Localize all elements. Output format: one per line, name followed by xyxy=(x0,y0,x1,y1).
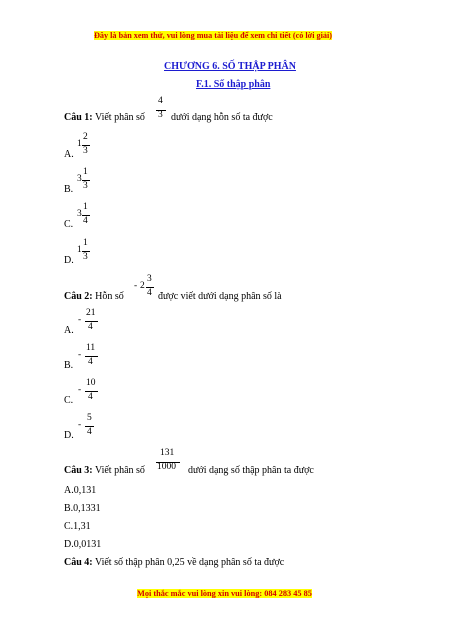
q1-fraction-numerator: 4 xyxy=(158,96,163,106)
question-1-label: Câu 1: xyxy=(64,112,93,123)
q2-option-c-sign: - xyxy=(78,385,82,395)
question-3-text-after: dưới dạng số thập phân ta được xyxy=(188,465,314,476)
q1-option-a-den: 3 xyxy=(83,146,88,156)
section-title: F.1. Số thập phân xyxy=(196,79,271,90)
q2-option-c-letter: C. xyxy=(64,395,74,406)
q3-option-a: A.0,131 xyxy=(64,485,97,496)
q1-option-a-letter: A. xyxy=(64,149,74,160)
question-3-text-before: Viết phân số xyxy=(94,465,145,476)
question-2-text-after: được viết dưới dạng phân số là xyxy=(158,291,282,302)
q1-option-c-num: 1 xyxy=(83,202,88,212)
q1-option-b-den: 3 xyxy=(83,181,88,191)
q2-mixed-num: 3 xyxy=(147,274,152,284)
q2-option-a-sign: - xyxy=(78,315,82,325)
question-4-text: Viết số thập phân 0,25 về dạng phân số ta được xyxy=(94,557,285,568)
q2-option-d-sign: - xyxy=(78,420,82,430)
q2-option-b-letter: B. xyxy=(64,360,74,371)
question-2-label: Câu 2: xyxy=(64,291,93,302)
q2-mixed-den: 4 xyxy=(147,288,152,298)
question-2-text-before: Hỗn số xyxy=(95,291,124,302)
chapter-title: CHƯƠNG 6. SỐ THẬP PHÂN xyxy=(164,61,296,72)
q1-option-a-whole: 1 xyxy=(77,139,82,149)
q2-option-c-den: 4 xyxy=(88,392,93,402)
q3-option-d: D.0,0131 xyxy=(64,539,102,550)
question-1-text-after: dưới dạng hỗn số ta được xyxy=(171,112,273,123)
q1-fraction-denominator: 3 xyxy=(158,110,163,120)
q2-option-b-den: 4 xyxy=(88,357,93,367)
q2-option-a-den: 4 xyxy=(88,322,93,332)
q1-option-b-num: 1 xyxy=(83,167,88,177)
q2-option-d-num: 5 xyxy=(87,413,92,423)
question-3 xyxy=(64,465,145,476)
q2-option-d-den: 4 xyxy=(87,427,92,437)
q3-fraction-numerator: 131 xyxy=(160,448,175,458)
q1-option-c-den: 4 xyxy=(83,216,88,226)
question-3-label: Câu 3: xyxy=(64,465,93,476)
q2-mixed-whole: 2 xyxy=(140,281,145,291)
q1-option-d-num: 1 xyxy=(83,238,88,248)
q2-option-a-num: 21 xyxy=(86,308,96,318)
q1-option-c-whole: 3 xyxy=(77,209,82,219)
q1-option-b-letter: B. xyxy=(64,184,74,195)
contact-footer: Mọi thắc mắc vui lòng xin vui lòng: 084 283 45 85 xyxy=(137,589,312,598)
q2-option-d-letter: D. xyxy=(64,430,74,441)
q2-option-b-sign: - xyxy=(78,350,82,360)
q1-option-d-letter: D. xyxy=(64,255,74,266)
q2-mixed-sign: - xyxy=(134,281,138,291)
q3-fraction-denominator: 1000 xyxy=(157,462,176,472)
q2-option-a-letter: A. xyxy=(64,325,74,336)
q1-option-d-whole: 1 xyxy=(77,245,82,255)
q1-option-d-den: 3 xyxy=(83,252,88,262)
question-2 xyxy=(64,291,124,302)
question-1 xyxy=(64,112,145,123)
q1-option-b-whole: 3 xyxy=(77,174,82,184)
question-4-label: Câu 4: xyxy=(64,557,93,568)
q2-option-b-num: 11 xyxy=(86,343,96,353)
q2-option-c-num: 10 xyxy=(86,378,96,388)
q3-option-b: B.0,1331 xyxy=(64,503,101,514)
q1-option-c-letter: C. xyxy=(64,219,74,230)
q3-option-c: C.1,31 xyxy=(64,521,91,532)
preview-banner: Đây là bản xem thử, vui lòng mua tài liệu để xem chi tiết (có lời giải) xyxy=(94,31,333,40)
q1-option-a-num: 2 xyxy=(83,132,88,142)
question-1-text-before: Viết phân số xyxy=(94,112,145,123)
question-4 xyxy=(64,557,284,568)
